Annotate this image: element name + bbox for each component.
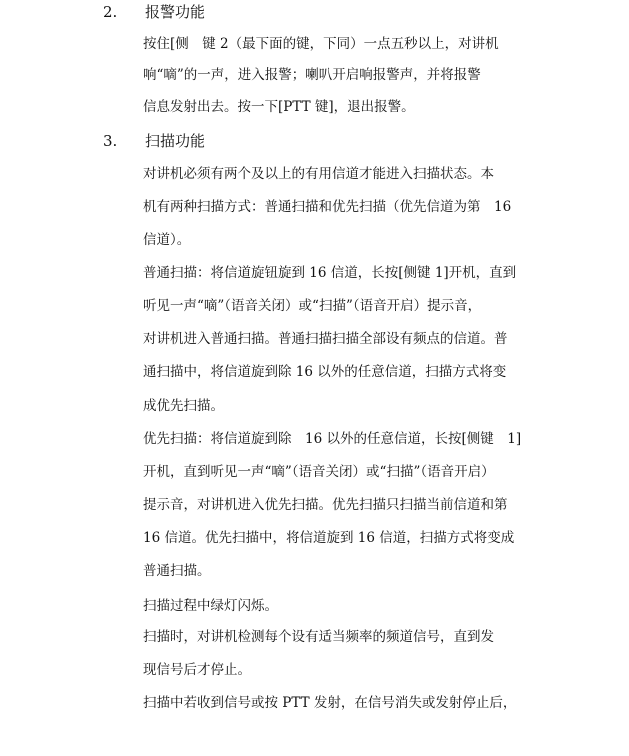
paragraph-line: 扫描过程中绿灯闪烁。 <box>143 598 278 614</box>
paragraph-line: 听见一声“嘀”（语音关闭）或“扫描”（语音开启）提示音， <box>143 298 482 314</box>
paragraph-line: 对讲机必须有两个及以上的有用信道才能进入扫描状态。本 <box>143 166 494 182</box>
paragraph-line: 普通扫描。 <box>143 563 211 579</box>
paragraph-line: 响“嘀”的一声，进入报警；喇叭开启响报警声，并将报警 <box>143 67 481 83</box>
paragraph-line: 通扫描中，将信道旋到除 16 以外的任意信道，扫描方式将变 <box>143 364 507 380</box>
section-number: 2. <box>103 3 118 21</box>
section-title: 报警功能 <box>145 3 206 21</box>
paragraph-line: 信息发射出去。按一下[PTT 键]，退出报警。 <box>143 99 415 115</box>
paragraph-line: 普通扫描：将信道旋钮旋到 16 信道，长按[侧键 1]开机，直到 <box>143 265 517 281</box>
paragraph-line: 信道）。 <box>143 232 191 248</box>
paragraph-line: 按住[侧 键 2（最下面的键，下同）一点五秒以上，对讲机 <box>143 36 499 52</box>
section-number: 3. <box>103 132 118 150</box>
section-title: 扫描功能 <box>145 132 206 150</box>
paragraph-line: 现信号后才停止。 <box>143 662 251 678</box>
paragraph-line: 成优先扫描。 <box>143 398 224 414</box>
section-heading-alarm <box>103 2 205 22</box>
paragraph-line: 优先扫描：将信道旋到除 16 以外的任意信道，长按[侧键 1] <box>143 431 522 447</box>
section-heading-scan <box>103 131 205 151</box>
paragraph-line: 扫描时，对讲机检测每个设有适当频率的频道信号，直到发 <box>143 629 494 645</box>
paragraph-line: 机有两种扫描方式：普通扫描和优先扫描（优先信道为第 16 <box>143 199 512 215</box>
paragraph-line: 对讲机进入普通扫描。普通扫描扫描全部设有频点的信道。普 <box>143 331 508 347</box>
paragraph-line: 开机，直到听见一声“嘀”（语音关闭）或“扫描”（语音开启） <box>143 464 495 480</box>
paragraph-line: 扫描中若收到信号或按 PTT 发射，在信号消失或发射停止后， <box>143 695 517 711</box>
paragraph-line: 提示音，对讲机进入优先扫描。优先扫描只扫描当前信道和第 <box>143 497 508 513</box>
paragraph-line: 16 信道。优先扫描中，将信道旋到 16 信道，扫描方式将变成 <box>143 530 515 546</box>
